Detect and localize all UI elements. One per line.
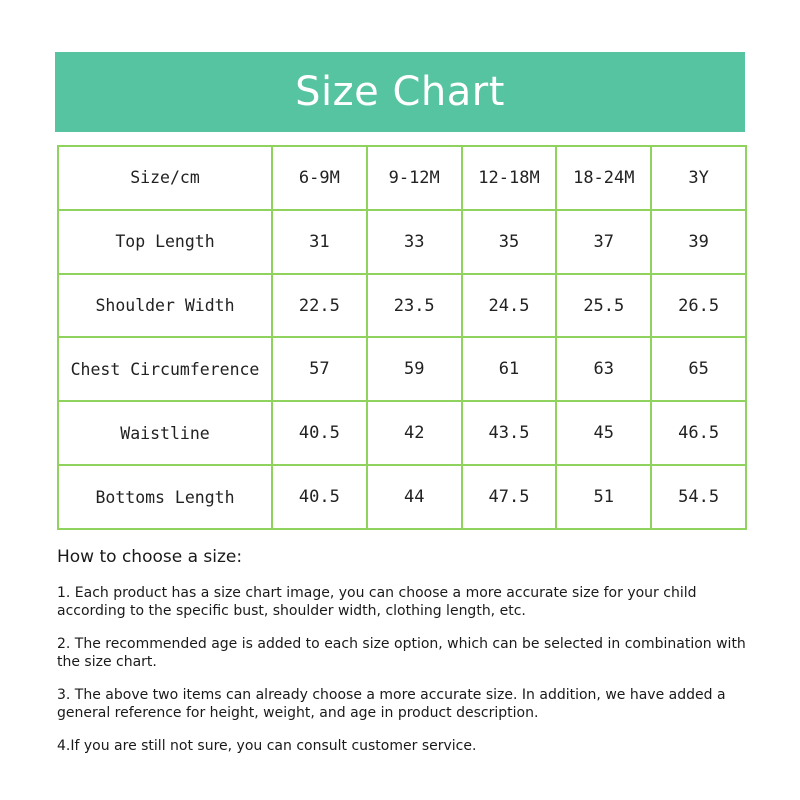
table-cell: 37 — [556, 210, 651, 274]
table-cell: 42 — [367, 401, 462, 465]
table-cell: 46.5 — [651, 401, 746, 465]
table-cell: 23.5 — [367, 274, 462, 338]
size-table — [57, 145, 747, 530]
column-header: 12-18M — [462, 146, 557, 210]
guide-title: How to choose a size: — [57, 547, 243, 567]
table-cell: 57 — [272, 337, 367, 401]
table-header-row — [58, 146, 746, 210]
table-cell: 35 — [462, 210, 557, 274]
column-header: 9-12M — [367, 146, 462, 210]
table-cell: 40.5 — [272, 465, 367, 529]
row-label: Bottoms Length — [58, 465, 272, 529]
table-cell: 45 — [556, 401, 651, 465]
table-cell: 63 — [556, 337, 651, 401]
table-cell: 22.5 — [272, 274, 367, 338]
guide-item: 4.If you are still not sure, you can consult customer service. — [57, 738, 477, 754]
table-cell: 33 — [367, 210, 462, 274]
table-cell: 25.5 — [556, 274, 651, 338]
table-row — [58, 274, 746, 338]
table-cell: 24.5 — [462, 274, 557, 338]
table-cell: 61 — [462, 337, 557, 401]
page-title: Size Chart — [295, 69, 505, 115]
table-cell: 44 — [367, 465, 462, 529]
table-row — [58, 337, 746, 401]
guide-item: 1. Each product has a size chart image, you can choose a more accurate size for your child according to the specific bust, shoulder width, clothing length, etc. — [57, 585, 697, 619]
size-chart-banner — [55, 52, 745, 132]
table-cell: 26.5 — [651, 274, 746, 338]
column-header-size: Size/cm — [58, 146, 272, 210]
row-label: Waistline — [58, 401, 272, 465]
table-cell: 43.5 — [462, 401, 557, 465]
column-header: 6-9M — [272, 146, 367, 210]
row-label: Chest Circumference — [58, 337, 272, 401]
table-cell: 39 — [651, 210, 746, 274]
row-label: Shoulder Width — [58, 274, 272, 338]
column-header: 18-24M — [556, 146, 651, 210]
table-cell: 54.5 — [651, 465, 746, 529]
table-cell: 40.5 — [272, 401, 367, 465]
guide-item: 2. The recommended age is added to each size option, which can be selected in combination with the size chart. — [57, 636, 746, 670]
table-row — [58, 210, 746, 274]
guide-item: 3. The above two items can already choose a more accurate size. In addition, we have added a general reference for height, weight, and age in product description. — [57, 687, 726, 721]
table-cell: 65 — [651, 337, 746, 401]
table-cell: 59 — [367, 337, 462, 401]
table-cell: 47.5 — [462, 465, 557, 529]
table-cell: 31 — [272, 210, 367, 274]
table-row — [58, 465, 746, 529]
size-guide — [57, 547, 747, 770]
column-header: 3Y — [651, 146, 746, 210]
table-row — [58, 401, 746, 465]
row-label: Top Length — [58, 210, 272, 274]
table-cell: 51 — [556, 465, 651, 529]
